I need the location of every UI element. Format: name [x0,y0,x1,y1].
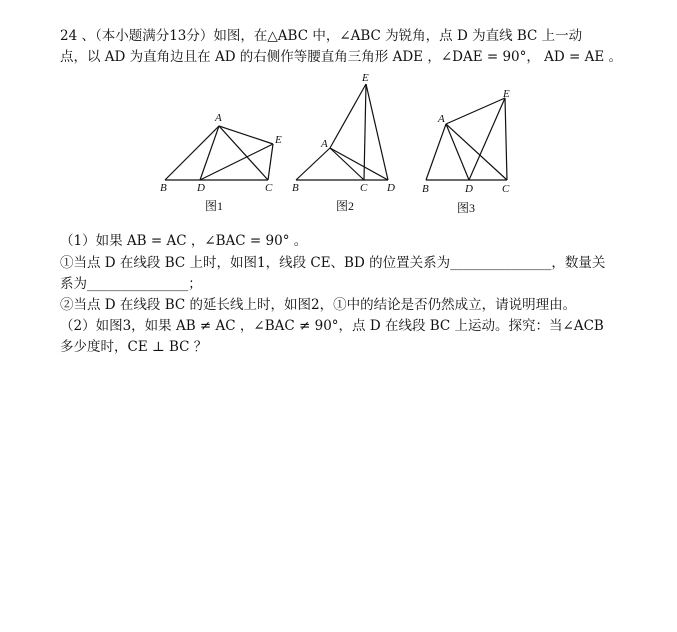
question-2: ②当点 D 在线段 BC 的延长线上时，如图2，①中的结论是否仍然成立，请说明理由。 [60,297,577,313]
fig3-label-A: A [438,113,445,125]
fig3-label-E: E [503,88,510,100]
fig3-label-C: C [502,183,510,195]
problem-line-1: 24 、（本小题满分13分）如图，在△ABC 中，∠ABC 为锐角，点 D 为直线 BC 上一动 [60,28,583,44]
fig1-label-B: B [160,182,167,194]
fig2-label-C: C [360,182,368,194]
fig3-segment-AE [446,98,505,124]
figure-2 [296,84,388,180]
problem-line-2: 点，以 AD 为直角边且在 AD 的右侧作等腰直角三角形 ADE ，∠DAE = 90°， AD = AE 。 [60,49,623,65]
part2-line-1: （2）如图3，如果 AB ≠ AC ，∠BAC ≠ 90°，点 D 在线段 BC 上运动。探究：当∠ACB [60,318,604,334]
fig3-label-B: B [422,183,429,195]
fig2-segment-AE [330,84,366,148]
fig1-label-C: C [265,182,273,194]
fig1-label-D: D [197,182,205,194]
figure-1 [165,126,273,180]
fig1-caption: 图1 [205,199,224,213]
fig2-label-A: A [321,138,328,150]
fig3-label-D: D [465,183,473,195]
question-1b: 系为_______________； [60,276,202,292]
fig2-label-D: D [387,182,395,194]
part2-line-2: 多少度时，CE ⊥ BC ？ [60,339,208,355]
fig3-segment-CE [505,98,507,180]
fig1-label-A: A [215,112,222,124]
fig2-caption: 图2 [336,199,355,213]
part1-condition: （1）如果 AB = AC ，∠BAC = 90° 。 [60,233,308,249]
fig1-segment-CE [268,144,273,180]
fig3-caption: 图3 [457,201,476,215]
fig1-segment-AB [165,126,219,180]
figure-3 [426,98,507,180]
fig3-segment-AD [446,124,469,180]
fig2-label-E: E [362,72,369,84]
fig2-segment-CE [364,84,366,180]
fig3-segment-DE [469,98,505,180]
question-1a: ①当点 D 在线段 BC 上时，如图1，线段 CE、BD 的位置关系为_______________，数量关 [60,255,606,271]
fig2-segment-DE [366,84,388,180]
fig3-segment-AB [426,124,446,180]
fig3-segment-AC [446,124,507,180]
fig2-label-B: B [292,182,299,194]
fig1-label-E: E [275,134,282,146]
fig2-segment-AB [296,148,330,180]
